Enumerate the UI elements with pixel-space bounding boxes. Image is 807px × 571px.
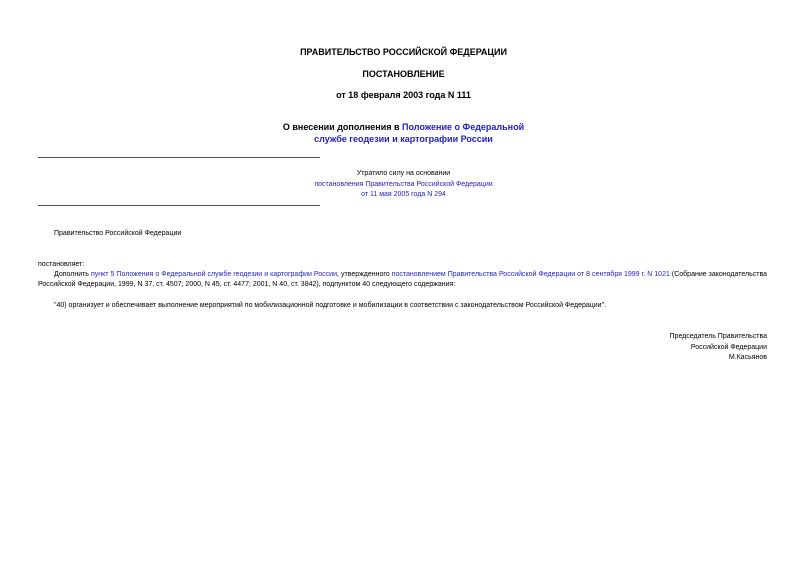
status-link-line2[interactable]: постановления Правительства Российской Федерации — [314, 181, 493, 188]
para1-mid: , утвержденного — [337, 271, 392, 278]
para1-end: (Собрание законодательства Российской Федерации, 1999, N 37, ст. 4507; 2000, N 45, ст. 4477; 2001, N 40, ст. 3842), подпунктом 40 следующего содержания: — [38, 271, 767, 288]
government-line: Правительство Российской Федерации — [54, 230, 182, 237]
title-prefix: О внесении дополнения в — [282, 122, 403, 132]
document-title — [0, 121, 807, 145]
status-link-line3[interactable]: от 11 мая 2005 года N 294 — [361, 191, 446, 198]
resolves-line: постановляет: — [38, 261, 85, 268]
para1-link-clause[interactable]: пункт 5 Положения о Федеральной службе геодезии и картографии России — [90, 271, 338, 278]
date-number-heading: от 18 февраля 2003 года N 111 — [336, 90, 471, 100]
divider-bottom — [38, 205, 320, 206]
status-line1: Утратило силу на основании — [356, 170, 451, 177]
authority-heading: ПРАВИТЕЛЬСТВО РОССИЙСКОЙ ФЕДЕРАЦИИ — [300, 47, 507, 57]
signature-name: М.Касьянов — [728, 354, 767, 361]
para1-link-resolution[interactable]: постановлением Правительства Российской Федерации от 8 сентября 1999 г. N 1021 — [391, 271, 670, 278]
paragraph-2: "40) организует и обеспечивает выполнение мероприятий по мобилизационной подготовке и мобилизации в соответствии с законодательством Российской Федерации". — [54, 302, 607, 309]
title-link-line1[interactable]: Положение о Федеральной — [402, 122, 525, 132]
title-link-line2[interactable]: службе геодезии и картографии России — [314, 134, 493, 144]
para1-start: Дополнить — [54, 271, 91, 278]
signature-line1: Председатель Правительства — [669, 333, 767, 340]
paragraph-1 — [38, 270, 767, 290]
signature-line2: Российской Федерации — [690, 344, 767, 351]
doc-type-heading: ПОСТАНОВЛЕНИЕ — [362, 69, 445, 79]
divider-top — [38, 157, 320, 158]
